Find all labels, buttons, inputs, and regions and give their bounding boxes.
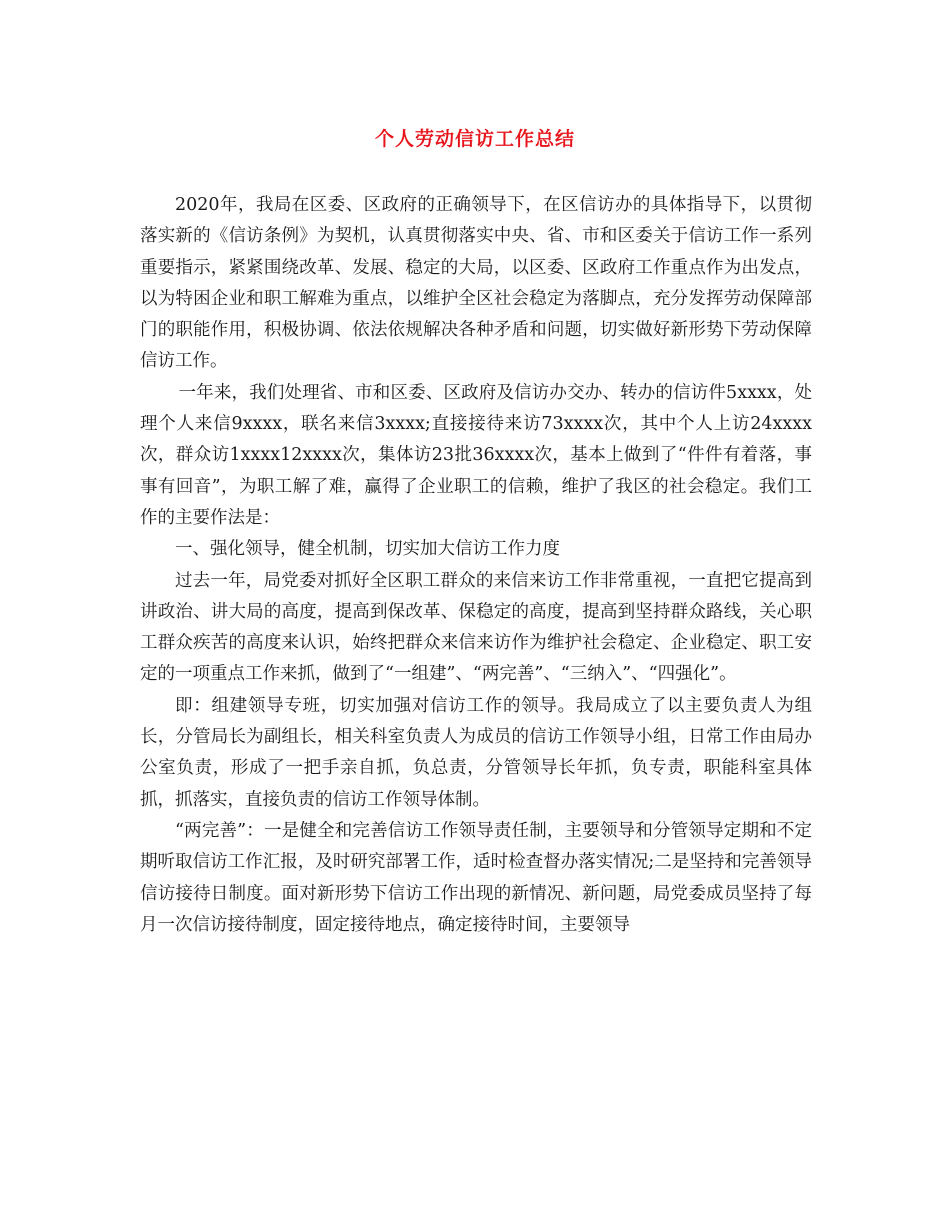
section-heading-1: 一、强化领导，健全机制，切实加大信访工作力度 bbox=[175, 539, 560, 560]
paragraph-two-improvements: “两完善”：一是健全和完善信访工作领导责任制，主要领导和分管领导定期和不定期听取信访工作汇报，及时研究部署工作，适时检查督办落实情况;二是坚持和完善领导信访接待日制度。面对新形势下信访工作出现的新情况、新问题，局党委成员坚持了每月一次信访接待制度，固定接待地点，确定接待时间，主要领导 bbox=[140, 820, 812, 935]
document-body bbox=[140, 190, 812, 941]
paragraph-leadership: 过去一年，局党委对抓好全区职工群众的来信来访工作非常重视，一直把它提高到讲政治、讲大局的高度，提高到保改革、保稳定的高度，提高到坚持群众路线，关心职工群众疾苦的高度来认识，始终把群众来信来访作为维护社会稳定、企业稳定、职工安定的一项重点工作来抓，做到了“一组建”、“两完善”、“三纳入”、“四强化”。 bbox=[140, 570, 812, 685]
paragraph-intro: 2020年，我局在区委、区政府的正确领导下，在区信访办的具体指导下，以贯彻落实新的《信访条例》为契机，认真贯彻落实中央、省、市和区委关于信访工作一系列重要指示，紧紧围绕改革、发展、稳定的大局，以区委、区政府工作重点作为出发点，以为特困企业和职工解难为重点，以维护全区社会稳定为落脚点，充分发挥劳动保障部门的职能作用，积极协调、依法依规解决各种矛盾和问题，切实做好新形势下劳动保障信访工作。 bbox=[140, 195, 812, 372]
paragraph-statistics: 一年来，我们处理省、市和区委、区政府及信访办交办、转办的信访件5xxxx，处理个人来信9xxxx，联名来信3xxxx;直接接待来访73xxxx次，其中个人上访24xxxx次，群众访1xxxx12xxxx次，集体访23批36xxxx次，基本上做到了“件件有着落，事事有回音”，为职工解了难，赢得了企业职工的信赖，维护了我区的社会稳定。我们工作的主要作法是： bbox=[140, 382, 812, 528]
document-title: 个人劳动信访工作总结 bbox=[374, 128, 575, 150]
paragraph-group-setup: 即：组建领导专班，切实加强对信访工作的领导。我局成立了以主要负责人为组长，分管局长为副组长，相关科室负责人为成员的信访工作领导小组，日常工作由局办公室负责，形成了一把手亲自抓，负总责，分管领导长年抓，负专责，职能科室具体抓，抓落实，直接负责的信访工作领导体制。 bbox=[140, 695, 812, 810]
